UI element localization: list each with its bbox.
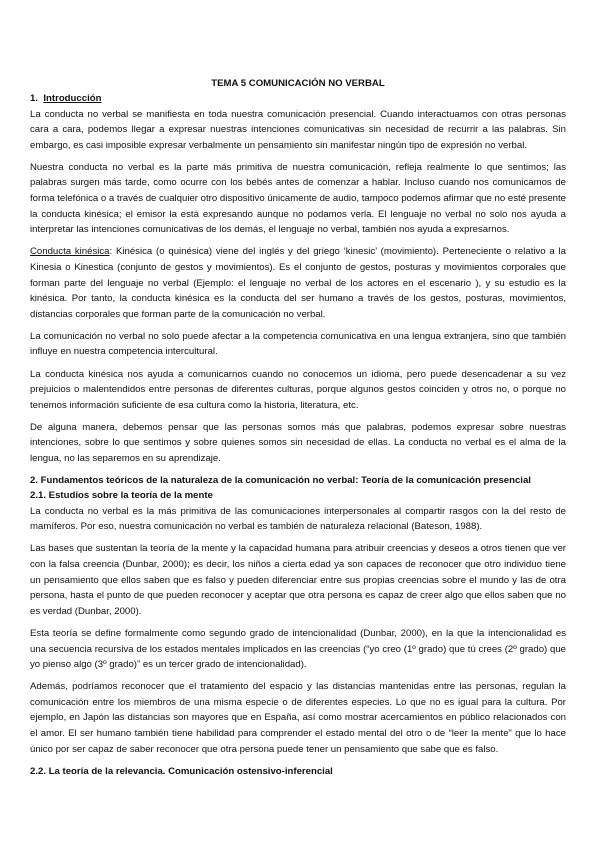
section-2-heading: 2. Fundamentos teóricos de la naturaleza de la comunicación no verbal: Teoría de la comunicación presencial	[30, 474, 531, 486]
paragraph: La conducta kinésica nos ayuda a comunicarnos cuando no conocemos un idioma, pero puede desencadenar a su vez prejuicios o malentendidos entre personas de diferentes culturas, porque algunos gestos coinciden y otros no, o porque no tenemos información suficiente de esa cultura como la historia, literatura, etc.	[30, 368, 566, 411]
paragraph: Además, podríamos reconocer que el tratamiento del espacio y las distancias mantenidas entre las personas, regulan la comunicación entre los miembros de una misma especie o de diferentes especies. Lo que no es igual para la cultura. Por ejemplo, en Japón las distancias son mayores que en España, así como mostrar acercamientos en público relacionados con el amor. El ser humano también tiene habilidad para comprender el estado mental del otro o de “leer la mente” que lo hace único por ser capaz de saber reconocer que otra persona puede tener un pensamiento que sabe que es falso.	[30, 681, 566, 755]
paragraph: La comunicación no verbal no solo puede afectar a la competencia comunicativa en una lengua extranjera, sino que también influye en nuestra competencia intercultural.	[30, 330, 566, 358]
document-title: TEMA 5 COMUNICACIÓN NO VERBAL	[211, 78, 385, 89]
section-1-heading	[30, 91, 566, 107]
paragraph: La conducta no verbal se manifiesta en toda nuestra comunicación presencial. Cuando interactuamos con otras personas cara a cara, podemos llegar a expresar nuestras intenciones comunicativas sin necesidad de recurrir a las palabras. Sin embargo, es casi imposible expresar verbalmente un pensamiento sin manifestar ningún tipo de expresión no verbal.	[30, 108, 566, 151]
paragraph: Nuestra conducta no verbal es la parte más primitiva de nuestra comunicación, refleja realmente lo que sentimos; las palabras surgen más tarde, como ocurre con los bebés antes de comenzar a hablar. Incluso cuando nos comunicamos de forma telefónica o a través de cualquier otro dispositivo únicamente de audio, tampoco podemos afirmar que no esté presente la conducta kinésica; el emisor la está expresando aunque no podamos verla. El lenguaje no verbal no solo nos ayuda a interpretar las intenciones comunicativas de los demás, el lenguaje no verbal, también nos ayuda a expresarnos.	[30, 161, 566, 236]
paragraph: La conducta no verbal es la más primitiva de las comunicaciones interpersonales al compartir rasgos con la del resto de mamíferos. Por eso, nuestra comunicación no verbal es también de naturaleza relacional (Bateson, 1988).	[30, 505, 566, 533]
section-1-title: Introducción	[43, 93, 102, 104]
paragraph: Esta teoría se define formalmente como segundo grado de intencionalidad (Dunbar, 2000), en la que la intencionalidad es una secuencia recursiva de los estados mentales implicados en las creencias (“yo creo (1º grado) que tú crees (2º grado) que yo pienso algo (3º grado)” es un tercer grado de intencionalidad).	[30, 627, 566, 671]
paragraph: Las bases que sustentan la teoría de la mente y la capacidad humana para atribuir creencias y deseos a otros tienen que ver con la falsa creencia (Dunbar, 2000); es decir, los niños a cierta edad ya son capaces de reconocer que otro individuo tiene un pensamiento que ellos saben que es falso y pueden diferenciar entre sus propias creencias sobre el mundo y las de otra persona, hasta el punto de que pueden reconocer y aceptar que otra persona es capaz de creer algo que ellos saben que no es verdad (Dunbar, 2000).	[30, 543, 566, 617]
definition-text: : Kinésica (o quinésica) viene del inglés y del griego ‘kinesic’ (movimiento). Perteneciente o relativo a la Kinesia o Kinestica (conjunto de gestos y movimientos). Es el conjunto de gestos, posturas y movimientos corporales que forman parte del lenguaje no verbal (Ejemplo: el lenguaje no verbal de los actores en el escenario ), y su estudio es la kinésica. Por tanto, la conducta kinésica es la conducta del ser humano a través de los gestos, posturas, movimientos, distancias corporales que forman parte de la comunicación no verbal.	[30, 246, 566, 320]
section-1-number: 1.	[30, 93, 39, 104]
term-conducta-kinesica: Conducta kinésica	[30, 246, 110, 258]
subsection-2-2-heading: 2.2. La teoría de la relevancia. Comunicación ostensivo-inferencial	[30, 765, 333, 777]
paragraph-kinesica	[30, 244, 566, 322]
paragraph: De alguna manera, debemos pensar que las personas somos más que palabras, podemos expresar sobre nuestras intenciones, sobre lo que sentimos y sobre quienes somos sin necesidad de ellas. La conducta no verbal es el alma de la lengua, no las separemos en su aprendizaje.	[30, 421, 566, 464]
subsection-2-1-heading: 2.1. Estudios sobre la teoría de la mente	[30, 490, 213, 502]
